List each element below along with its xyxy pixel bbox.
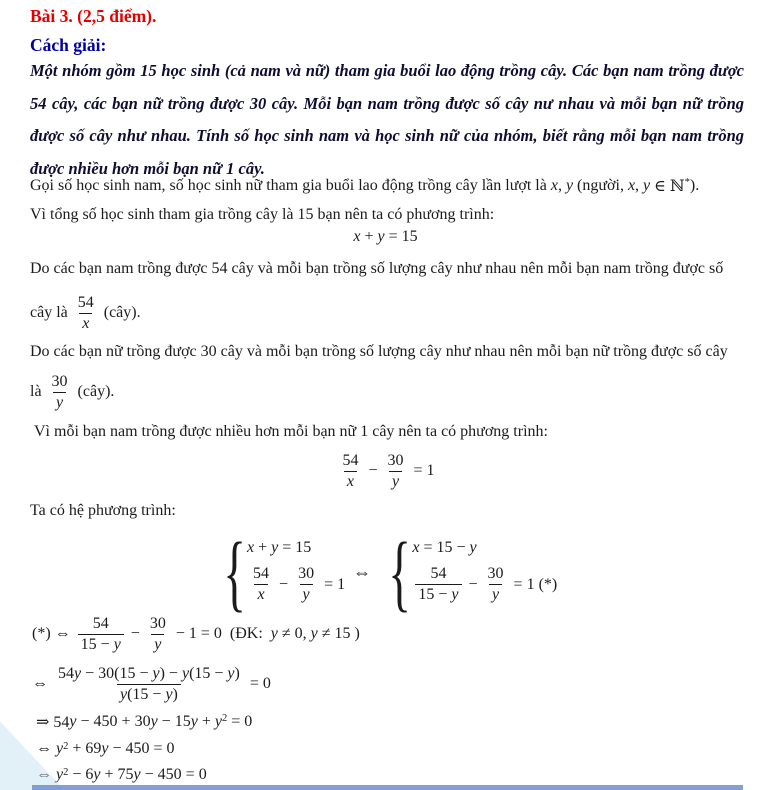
math-text: − 15 — [157, 713, 191, 730]
math-variable: y — [469, 539, 477, 556]
quadratic-equation-line — [36, 740, 175, 758]
solution-difference-line: Vì mỗi bạn nam trồng được nhiều hơn mỗi bạn nữ 1 cây nên ta có phương trình: — [34, 423, 548, 440]
math-text: 30 — [387, 451, 404, 469]
denominator — [489, 584, 502, 605]
fraction — [415, 564, 461, 605]
superscript: 2 — [63, 741, 69, 752]
math-text: = 15 — [384, 228, 418, 245]
denominator — [300, 584, 313, 605]
math-text: ∈ ℕ — [650, 178, 685, 195]
fraction — [339, 451, 361, 492]
denominator — [151, 634, 164, 655]
denominator — [53, 392, 66, 413]
math-text: − 30(15 − — [81, 664, 153, 682]
problem-statement: Một nhóm gồm 15 học sinh (cả nam và nữ) tham gia buổi lao động trồng cây. Các bạn nam trồng được 54 cây, các bạn nữ trồng được 30 cây. Mỗi bạn nam trồng được số cây nư nhau và mỗi bạn nữ trồng được số cây như nhau. Tính số học sinh nam và học sinh nữ của nhóm, biết rằng mỗi bạn nam trồng được nhiều hơn mỗi bạn nữ 1 cây. — [30, 61, 744, 178]
system-right-row-1 — [412, 539, 476, 557]
math-text: − 450 + 30 — [76, 713, 151, 730]
math-text: ) − — [159, 664, 182, 682]
system-right-rows — [412, 539, 557, 605]
math-text: = 0 — [227, 713, 253, 730]
math-variable: y — [113, 635, 121, 653]
numerator — [385, 451, 407, 471]
denominator — [254, 584, 267, 605]
fraction — [385, 451, 407, 492]
equation-sum — [0, 228, 771, 246]
numerator — [55, 664, 243, 684]
math-variable: y — [391, 472, 400, 490]
math-text: = 1 (*) — [509, 575, 558, 593]
math-text: = 15 − — [419, 539, 470, 556]
math-text: ≠ 15 ) — [317, 625, 360, 642]
solution-girls-line: Do các bạn nữ trồng được 30 cây và mỗi bạn trồng số lượng cây như nhau nên mỗi bạn nữ trồng được số cây — [30, 343, 728, 360]
math-text: − 1 = 0 (ĐK: — [171, 625, 271, 642]
math-variable: y — [150, 713, 158, 730]
math-text: 30 — [298, 565, 315, 582]
denominator — [415, 584, 461, 605]
system-right-row-2 — [412, 564, 557, 605]
math-text: ) — [234, 664, 240, 682]
system-of-equations — [0, 524, 771, 620]
denominator — [78, 634, 124, 655]
numerator — [339, 451, 361, 471]
denominator — [344, 471, 357, 492]
math-text: − — [275, 575, 293, 593]
numerator — [295, 564, 317, 584]
math-text: = 1 — [409, 462, 435, 479]
math-text: − 6 — [68, 766, 94, 783]
math-text: ) — [172, 685, 178, 703]
math-text: + 75 — [100, 766, 134, 783]
math-variable: y — [74, 664, 82, 682]
math-text: + — [254, 539, 272, 556]
solution-girls-fraction-line — [30, 368, 114, 416]
math-text: ≠ 0, — [277, 625, 311, 642]
solution-variables-line — [30, 176, 699, 196]
star-equation-line — [32, 610, 360, 658]
numerator — [90, 614, 112, 634]
math-text: Gọi số học sinh nam, số học sinh nữ tham gia buổi lao động trồng cây lần lượt là — [30, 177, 551, 194]
math-variable: x, y — [627, 177, 651, 194]
math-variable: y — [152, 664, 160, 682]
superscript: 2 — [221, 713, 228, 724]
math-text: (*) ⇔ — [32, 625, 75, 642]
math-variable: y — [56, 740, 64, 757]
numerator — [485, 564, 507, 584]
math-variable: x — [346, 472, 355, 490]
math-text: − — [364, 462, 382, 479]
equation-difference — [0, 448, 771, 494]
math-text: cây là — [30, 304, 72, 321]
math-text: + 69 — [68, 740, 102, 757]
math-text: (cây). — [73, 383, 115, 400]
fraction — [78, 614, 124, 655]
math-text: 54 — [430, 565, 447, 582]
math-text: − — [464, 575, 482, 593]
math-variable: y — [93, 766, 101, 783]
math-variable: y — [491, 586, 500, 603]
math-variable: y — [165, 685, 173, 703]
fraction — [55, 664, 243, 705]
fraction — [485, 564, 507, 605]
fraction — [147, 614, 169, 655]
math-text: + — [197, 713, 215, 730]
math-text: − 450 = 0 — [140, 766, 207, 783]
math-text: 54 — [92, 614, 109, 632]
math-text: + — [360, 228, 378, 245]
math-text: ). — [689, 177, 700, 194]
combined-fraction-line — [32, 660, 271, 708]
equivalence-arrow-icon: ⇔ — [353, 561, 372, 582]
math-text: (người, — [573, 177, 628, 194]
denominator — [117, 684, 181, 705]
math-variable: y — [302, 586, 310, 603]
solution-total-line: Vì tổng số học sinh tham gia trồng cây là 15 bạn nên ta có phương trình: — [30, 206, 495, 223]
math-variable: y — [181, 664, 190, 682]
math-variable: x — [257, 586, 265, 603]
numerator — [147, 614, 169, 634]
math-text: (cây). — [99, 304, 141, 321]
math-text: ⇔ — [36, 766, 56, 783]
math-text: − 450 = 0 — [108, 740, 175, 757]
math-text: ⇒ 54 — [36, 714, 70, 731]
math-variable: x — [353, 228, 361, 245]
factored-equation-line — [36, 766, 207, 784]
math-variable: y — [270, 625, 278, 642]
math-variable: y — [119, 685, 128, 703]
fraction — [49, 372, 71, 413]
math-text: = 0 — [245, 675, 271, 692]
math-text: 54 — [58, 664, 74, 682]
numerator — [250, 564, 272, 584]
math-text: = 15 — [278, 539, 312, 556]
math-text: 54 — [77, 293, 94, 311]
numerator — [427, 564, 449, 584]
superscript: * — [684, 177, 690, 188]
math-variable: x — [82, 314, 90, 332]
math-variable: y — [69, 713, 77, 730]
fraction — [75, 293, 97, 334]
math-text: 30 — [149, 614, 166, 632]
fraction — [295, 564, 317, 605]
system-left-rows — [247, 539, 345, 605]
math-text: 15 − — [418, 586, 452, 603]
system-intro-line: Ta có hệ phương trình: — [30, 502, 176, 519]
expanded-equation-line — [36, 712, 252, 732]
math-variable: x — [412, 539, 420, 556]
math-variable: y — [154, 635, 162, 653]
math-text: 54 — [253, 565, 270, 582]
denominator — [389, 471, 402, 492]
system-left-row-2 — [247, 564, 345, 605]
math-variable: y — [55, 393, 64, 411]
math-variable: x, y — [550, 177, 574, 194]
math-text: ⇔ — [32, 675, 52, 692]
math-variable: y — [451, 586, 459, 603]
denominator — [79, 313, 92, 334]
solution-boys-fraction-line — [30, 289, 141, 337]
math-text: ⇔ — [36, 740, 56, 757]
right-system-brace-icon: { — [388, 524, 412, 620]
math-text: 30 — [487, 565, 504, 582]
numerator — [75, 293, 97, 313]
math-text: = 1 — [320, 575, 346, 593]
math-variable: y — [377, 228, 385, 245]
math-variable: y — [133, 766, 141, 783]
system-left — [214, 524, 346, 620]
math-text: là — [30, 383, 46, 400]
exercise-title: Bài 3. (2,5 điểm). — [30, 6, 157, 26]
math-text: (15 − — [189, 664, 228, 682]
math-text: − — [126, 625, 144, 642]
math-variable: y — [310, 625, 318, 642]
math-variable: y — [214, 713, 222, 730]
math-text: 54 — [342, 451, 359, 469]
fraction — [250, 564, 272, 605]
solution-boys-line: Do các bạn nam trồng được 54 cây và mỗi bạn trồng số lượng cây như nhau nên mỗi bạn nam trồng được số — [30, 260, 724, 277]
numerator — [49, 372, 71, 392]
method-heading: Cách giải: — [30, 35, 107, 55]
system-right — [379, 524, 558, 620]
left-brace-icon: { — [223, 524, 246, 620]
math-variable: y — [227, 664, 235, 682]
bottom-blue-bar — [32, 785, 743, 790]
math-variable: x — [247, 539, 255, 556]
math-text: 30 — [51, 372, 68, 390]
math-text: 15 − — [80, 635, 114, 653]
math-variable: y — [271, 539, 279, 556]
system-left-row-1 — [247, 539, 311, 557]
superscript: 2 — [63, 767, 69, 778]
math-variable: y — [101, 740, 109, 757]
math-variable: y — [190, 713, 198, 730]
math-variable: y — [56, 766, 64, 783]
math-text: (15 − — [127, 685, 166, 703]
